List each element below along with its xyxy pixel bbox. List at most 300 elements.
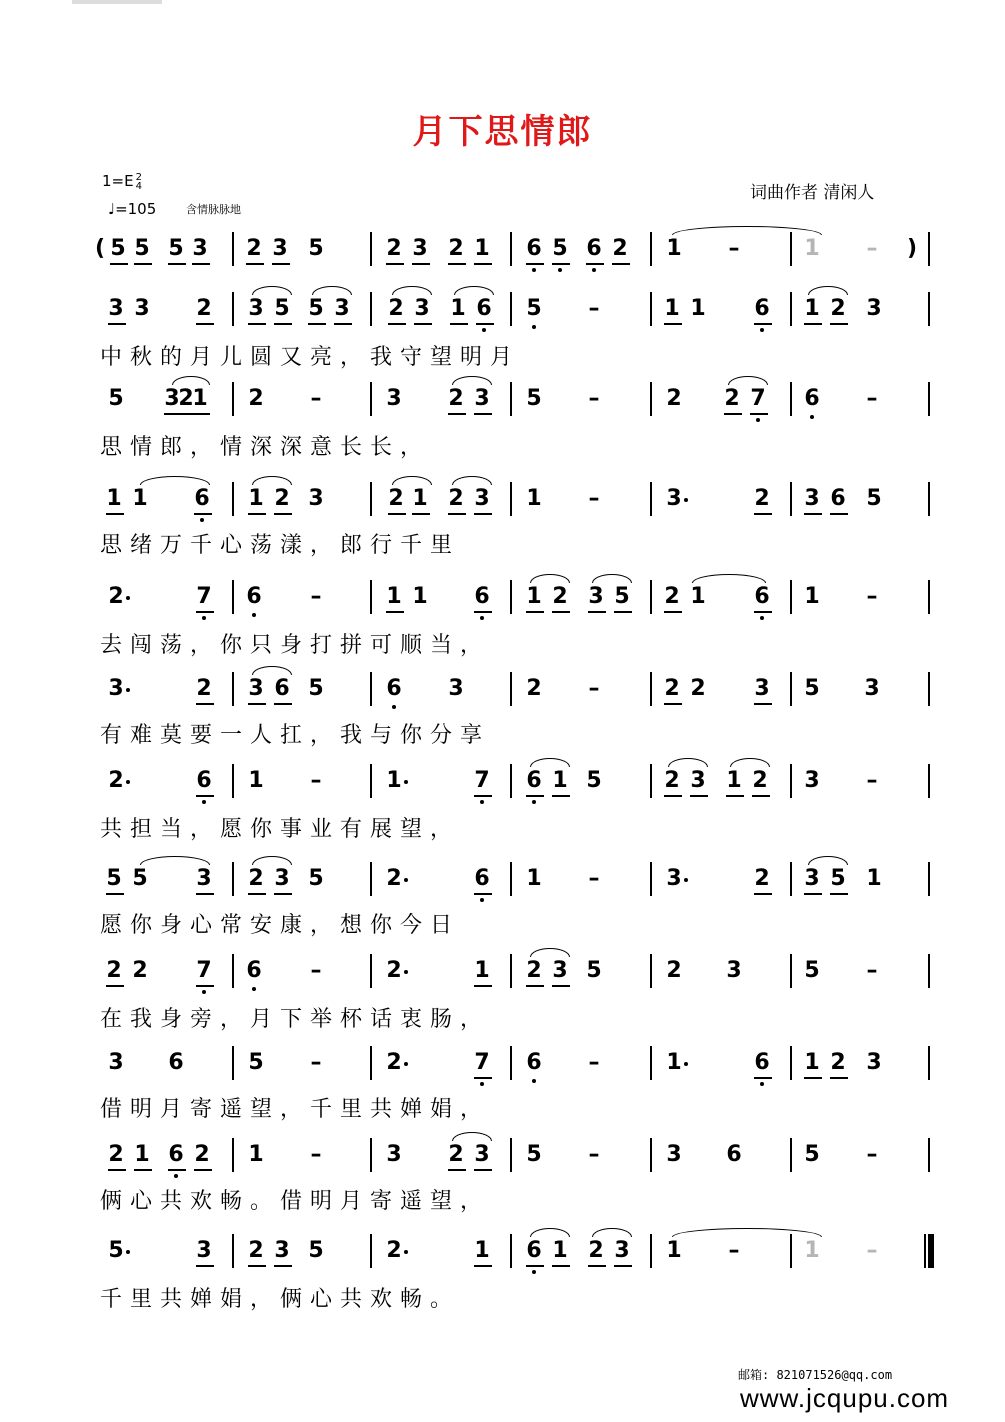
bar-line	[650, 382, 652, 416]
footer-site: www.jcqupu.com	[740, 1383, 950, 1413]
notation-note: 3	[134, 296, 150, 321]
note-underline	[308, 323, 326, 325]
header-mark	[72, 0, 162, 4]
notation-note: 3	[108, 1050, 124, 1075]
note-underline	[108, 323, 126, 325]
note-underline	[830, 323, 848, 325]
notation-note: 5	[110, 236, 126, 261]
notation-note: 6	[754, 1050, 770, 1075]
notation-note: 5	[526, 386, 542, 411]
lyric-line: 俩心共欢畅。借明月寄遥望，	[100, 1189, 491, 1214]
notation-note: 1	[804, 1050, 820, 1075]
note-dot-below	[480, 616, 484, 620]
note-underline	[526, 263, 544, 265]
bar-line	[232, 232, 234, 266]
notation-note: 5	[526, 1142, 542, 1167]
tie-slur	[692, 574, 766, 583]
bar-line	[370, 672, 372, 706]
notation-note: –	[866, 958, 878, 983]
notation-note: 7	[474, 768, 490, 793]
notation-note: 3	[386, 1142, 402, 1167]
note-underline	[474, 1265, 492, 1267]
bar-line	[650, 1138, 652, 1172]
tie-slur	[392, 476, 432, 485]
notation-note: 1	[666, 1050, 682, 1075]
notation-note: 2	[526, 958, 542, 983]
note-dot-below	[480, 898, 484, 902]
notation-note: 2	[274, 486, 290, 511]
notation-note: 1	[526, 866, 542, 891]
notation-note: 1	[248, 486, 264, 511]
tie-slur	[668, 758, 708, 767]
note-underline	[448, 413, 466, 415]
note-dot-below	[252, 987, 256, 991]
notation-note: 2	[246, 236, 262, 261]
notation-note: 5	[308, 866, 324, 891]
notation-note: –	[588, 676, 600, 701]
note-underline	[804, 513, 822, 515]
notation-note: 2	[754, 486, 770, 511]
note-underline	[664, 323, 682, 325]
bar-line	[928, 482, 930, 516]
bar-line	[790, 382, 792, 416]
note-underline	[274, 513, 292, 515]
note-underline	[248, 513, 266, 515]
tempo-marking: ♩=105	[108, 200, 157, 218]
note-underline	[388, 323, 406, 325]
lyric-line: 借明月寄遥望，千里共婵娟，	[100, 1097, 491, 1122]
notation-note: 3	[248, 296, 264, 321]
note-underline	[448, 1169, 466, 1171]
bar-line	[510, 764, 512, 798]
notation-note: 2	[666, 386, 682, 411]
augmentation-dot	[684, 1062, 688, 1066]
notation-note: 3	[196, 1238, 212, 1263]
notation-note: 2	[664, 584, 680, 609]
note-underline	[474, 795, 492, 797]
notation-note: 5	[308, 236, 324, 261]
note-underline	[196, 611, 214, 613]
notation-note: 2	[108, 768, 124, 793]
augmentation-dot	[684, 498, 688, 502]
notation-note: 2	[448, 486, 464, 511]
bar-line	[650, 1046, 652, 1080]
notation-note: 2	[612, 236, 628, 261]
bar-line	[232, 1138, 234, 1172]
note-underline	[588, 1265, 606, 1267]
notation-note: 3	[614, 1238, 630, 1263]
bar-line	[370, 1234, 372, 1268]
bar-line	[790, 764, 792, 798]
notation-note: 5	[106, 866, 122, 891]
tie-slur	[730, 758, 770, 767]
notation-note: 2	[196, 296, 212, 321]
note-underline	[386, 611, 404, 613]
augmentation-dot	[404, 970, 408, 974]
notation-note: 2	[132, 958, 148, 983]
note-underline	[474, 263, 492, 265]
notation-note: 3	[274, 866, 290, 891]
augmentation-dot	[404, 1250, 408, 1254]
notation-note: 2	[196, 676, 212, 701]
note-underline	[612, 263, 630, 265]
note-underline	[474, 985, 492, 987]
note-underline	[110, 263, 128, 265]
notation-note: –	[588, 296, 600, 321]
bar-line	[510, 232, 512, 266]
bar-line	[790, 862, 792, 896]
augmentation-dot	[126, 1250, 130, 1254]
tie-slur	[530, 574, 570, 583]
note-dot-below	[810, 415, 814, 419]
bar-line	[928, 672, 930, 706]
notation-note: 1	[474, 958, 490, 983]
notation-note: 3	[726, 958, 742, 983]
notation-note: –	[866, 386, 878, 411]
notation-note: 5	[586, 768, 602, 793]
notation-note: 5	[804, 958, 820, 983]
notation-note: 1	[386, 584, 402, 609]
notation-note: 2	[108, 584, 124, 609]
note-underline	[752, 795, 770, 797]
bar-line	[650, 580, 652, 614]
notation-note: 5	[614, 584, 630, 609]
lyric-line: 有难莫要一人扛，我与你分享	[100, 723, 491, 748]
bar-line	[370, 232, 372, 266]
bar-line	[232, 482, 234, 516]
notation-note: 6	[246, 584, 262, 609]
song-title: 月下思情郎	[412, 112, 593, 152]
note-underline	[724, 413, 742, 415]
notation-note: 5	[804, 676, 820, 701]
notation-note: 3	[666, 1142, 682, 1167]
tie-slur	[530, 1228, 570, 1237]
notation-note: –	[588, 1142, 600, 1167]
bar-line	[232, 1046, 234, 1080]
notation-note: –	[728, 236, 740, 261]
notation-note: 3	[108, 676, 124, 701]
note-underline	[750, 413, 768, 415]
note-underline	[134, 1169, 152, 1171]
notation-note: 2	[178, 386, 194, 411]
augmentation-dot	[404, 1062, 408, 1066]
bar-line	[928, 862, 930, 896]
note-underline	[754, 893, 772, 895]
notation-note: 2	[106, 958, 122, 983]
expression-marking: 含情脉脉地	[186, 203, 241, 216]
notation-note: 1	[552, 1238, 568, 1263]
bar-line	[650, 954, 652, 988]
notation-note: 3	[308, 486, 324, 511]
note-underline	[754, 703, 772, 705]
note-underline	[248, 323, 266, 325]
bar-line	[370, 862, 372, 896]
note-underline	[474, 611, 492, 613]
bar-line	[650, 232, 652, 266]
note-dot-below	[760, 616, 764, 620]
note-dot-below	[532, 1079, 536, 1083]
bar-line	[232, 862, 234, 896]
notation-note: 1	[386, 768, 402, 793]
notation-note: 3	[334, 296, 350, 321]
notation-note: 5	[274, 296, 290, 321]
notation-note: 1	[450, 296, 466, 321]
tie-slur	[530, 758, 570, 767]
bar-line	[232, 764, 234, 798]
note-underline	[476, 323, 494, 325]
notation-note: 2	[752, 768, 768, 793]
bar-line	[370, 292, 372, 326]
notation-note: )	[906, 236, 918, 261]
notation-note: 6	[168, 1050, 184, 1075]
notation-note: 2	[386, 1238, 402, 1263]
tie-slur	[312, 286, 352, 295]
note-underline	[526, 1265, 544, 1267]
note-underline	[754, 513, 772, 515]
note-underline	[248, 893, 266, 895]
notation-note: 3	[196, 866, 212, 891]
notation-note: 1	[412, 486, 428, 511]
notation-note: 3	[552, 958, 568, 983]
notation-note: 7	[196, 958, 212, 983]
bar-line	[790, 1138, 792, 1172]
bar-line	[928, 232, 930, 266]
notation-note: 6	[804, 386, 820, 411]
notation-note: 6	[830, 486, 846, 511]
notation-note: 1	[412, 584, 428, 609]
notation-note: 5	[168, 236, 184, 261]
lyric-line: 愿你身心常安康，想你今日	[100, 913, 461, 938]
augmentation-dot	[126, 688, 130, 692]
notation-note: 1	[474, 1238, 490, 1263]
notation-note: 5	[586, 958, 602, 983]
notation-note: (	[94, 236, 106, 261]
tie-slur	[252, 856, 292, 865]
note-dot-below	[760, 328, 764, 332]
notation-note: 2	[248, 386, 264, 411]
tie-slur	[808, 856, 848, 865]
notation-note: 5	[526, 296, 542, 321]
note-dot-below	[532, 268, 536, 272]
note-dot-below	[482, 328, 486, 332]
bar-line	[790, 580, 792, 614]
notation-note: 5	[248, 1050, 264, 1075]
note-underline	[586, 263, 604, 265]
notation-note: 1	[248, 768, 264, 793]
notation-note: 6	[194, 486, 210, 511]
tie-slur	[392, 286, 432, 295]
note-underline	[804, 1077, 822, 1079]
bar-line	[510, 482, 512, 516]
bar-line	[790, 1046, 792, 1080]
notation-note: 6	[754, 584, 770, 609]
notation-note: 1	[726, 768, 742, 793]
notation-note: 3	[804, 866, 820, 891]
bar-line	[510, 1138, 512, 1172]
bar-line	[924, 1234, 926, 1268]
note-underline	[450, 323, 468, 325]
notation-note: 1	[666, 1238, 682, 1263]
notation-note: 2	[526, 676, 542, 701]
note-dot-below	[202, 616, 206, 620]
notation-note: –	[310, 584, 322, 609]
notation-note: 1	[666, 236, 682, 261]
notation-note: 2	[448, 1142, 464, 1167]
note-underline	[108, 1169, 126, 1171]
notation-note: 2	[386, 958, 402, 983]
note-underline	[552, 1265, 570, 1267]
note-dot-below	[532, 1270, 536, 1274]
notation-note: 3	[864, 676, 880, 701]
note-underline	[194, 513, 212, 515]
bar-line	[790, 232, 792, 266]
notation-note: 6	[196, 768, 212, 793]
note-underline	[192, 413, 210, 415]
augmentation-dot	[126, 596, 130, 600]
notation-note: 6	[526, 236, 542, 261]
note-dot-below	[202, 990, 206, 994]
note-underline	[804, 323, 822, 325]
note-underline	[614, 1265, 632, 1267]
note-underline	[106, 893, 124, 895]
notation-note: 3	[164, 386, 180, 411]
note-underline	[106, 513, 124, 515]
note-underline	[388, 513, 406, 515]
note-dot-below	[532, 325, 536, 329]
bar-line	[650, 1234, 652, 1268]
notation-note: –	[310, 1050, 322, 1075]
notation-note: 6	[726, 1142, 742, 1167]
notation-note: 3	[248, 676, 264, 701]
note-underline	[664, 703, 682, 705]
note-underline	[274, 323, 292, 325]
tie-slur	[252, 286, 292, 295]
lyric-line: 千里共婵娟，俩心共欢畅。	[100, 1287, 461, 1312]
notation-note: –	[866, 236, 878, 261]
note-dot-below	[480, 800, 484, 804]
notation-note: 5	[134, 236, 150, 261]
note-dot-below	[252, 613, 256, 617]
notation-note: 6	[526, 1238, 542, 1263]
notation-note: 1	[690, 296, 706, 321]
tie-slur	[452, 1132, 492, 1141]
note-dot-below	[532, 800, 536, 804]
bar-line	[928, 1046, 930, 1080]
note-underline	[754, 611, 772, 613]
notation-note: 2	[830, 1050, 846, 1075]
note-underline	[526, 795, 544, 797]
note-underline	[196, 893, 214, 895]
bar-line	[370, 1046, 372, 1080]
note-underline	[192, 263, 210, 265]
notation-note: –	[310, 1142, 322, 1167]
note-underline	[474, 1169, 492, 1171]
note-underline	[552, 795, 570, 797]
key-text: 1=E	[102, 172, 134, 190]
notation-note: 2	[386, 866, 402, 891]
tie-slur	[592, 1228, 632, 1237]
bar-line	[650, 764, 652, 798]
note-dot-below	[760, 1082, 764, 1086]
bar-line	[232, 580, 234, 614]
note-underline	[448, 513, 466, 515]
notation-note: –	[310, 768, 322, 793]
bar-line	[370, 482, 372, 516]
note-underline	[526, 611, 544, 613]
tie-slur	[808, 286, 848, 295]
bar-line	[790, 1234, 792, 1268]
note-underline	[274, 893, 292, 895]
bar-line	[650, 862, 652, 896]
note-underline	[106, 985, 124, 987]
bar-line	[650, 292, 652, 326]
tie-slur	[672, 226, 822, 235]
tie-slur	[454, 286, 494, 295]
tie-slur	[728, 376, 768, 385]
key-signature	[102, 172, 142, 191]
lyric-line: 在我身旁，月下举杯话衷肠，	[100, 1007, 491, 1032]
notation-note: 2	[664, 676, 680, 701]
tie-slur	[672, 1228, 822, 1237]
bar-line	[510, 382, 512, 416]
note-underline	[552, 263, 570, 265]
footer-email: 邮箱: 821071526@qq.com	[738, 1368, 893, 1382]
tie-slur	[252, 666, 292, 675]
augmentation-dot	[404, 878, 408, 882]
notation-note: 6	[168, 1142, 184, 1167]
note-underline	[196, 1265, 214, 1267]
note-underline	[412, 263, 430, 265]
lyric-line: 去闯荡，你只身打拼可顺当，	[100, 633, 491, 658]
note-underline	[272, 263, 290, 265]
notation-note: 2	[386, 236, 402, 261]
notation-note: 1	[664, 296, 680, 321]
note-dot-below	[200, 518, 204, 522]
note-underline	[386, 263, 404, 265]
note-underline	[526, 985, 544, 987]
notation-note: 5	[108, 1238, 124, 1263]
note-underline	[474, 413, 492, 415]
notation-note: 3	[666, 486, 682, 511]
notation-note: –	[588, 486, 600, 511]
notation-note: –	[588, 386, 600, 411]
notation-note: 2	[690, 676, 706, 701]
notation-note: 5	[830, 866, 846, 891]
bar-line	[370, 764, 372, 798]
notation-note: 3	[866, 1050, 882, 1075]
notation-note: 1	[106, 486, 122, 511]
tie-slur	[592, 574, 632, 583]
notation-note: 3	[414, 296, 430, 321]
bar-line	[650, 482, 652, 516]
note-underline	[830, 513, 848, 515]
note-dot-below	[558, 268, 562, 272]
note-underline	[474, 1077, 492, 1079]
notation-note: 1	[526, 584, 542, 609]
notation-note: 5	[308, 296, 324, 321]
notation-note: 2	[388, 296, 404, 321]
notation-note: 1	[474, 236, 490, 261]
notation-note: 3	[448, 676, 464, 701]
notation-note: 3	[474, 486, 490, 511]
note-dot-below	[392, 705, 396, 709]
notation-note: 3	[386, 386, 402, 411]
notation-note: 3	[272, 236, 288, 261]
bar-line	[928, 954, 930, 988]
notation-note: 2	[754, 866, 770, 891]
notation-note: 6	[526, 1050, 542, 1075]
notation-note: –	[310, 386, 322, 411]
